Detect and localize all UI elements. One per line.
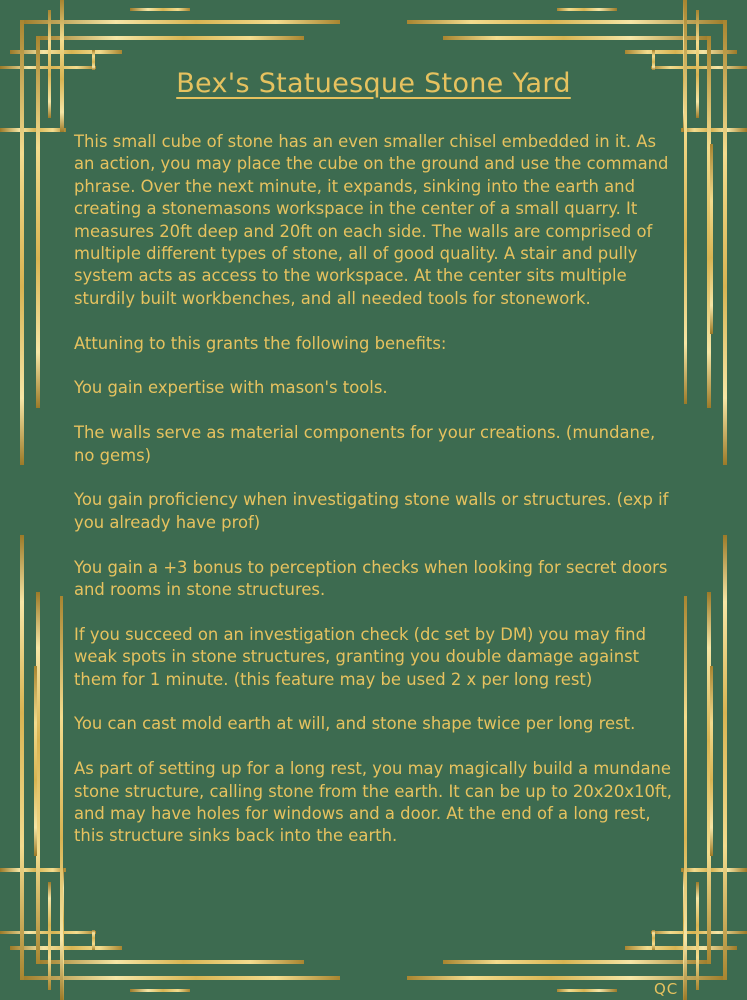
benefit-material-components: The walls serve as material components for your creations. (mundane, no gems) xyxy=(74,423,656,465)
item-description xyxy=(74,131,676,870)
benefit-investigation: You gain proficiency when investigating stone walls or structures. (exp if you already have prof) xyxy=(74,490,669,532)
benefit-perception: You gain a +3 bonus to perception checks when looking for secret doors and rooms in stone structures. xyxy=(74,557,668,600)
page-title: Bex's Statuesque Stone Yard xyxy=(176,68,571,99)
author-signature: QC xyxy=(654,980,679,998)
benefit-weak-spots: If you succeed on an investigation check (dc set by DM) you may find weak spots in stone structures, granting you double damage against them for 1 minute. (this feature may be used 2 x per long rest) xyxy=(74,624,646,689)
benefit-expertise: You gain expertise with mason's tools. xyxy=(74,378,388,398)
paragraph-attuning: Attuning to this grants the following benefits: xyxy=(74,333,447,353)
benefit-stone-structure: As part of setting up for a long rest, you may magically build a mundane stone structure, calling stone from the earth. It can be up to 20x20x10ft, and may have holes for windows and a door. At the end of a long rest, this structure sinks back into the earth. xyxy=(74,759,673,846)
paragraph-intro: This small cube of stone has an even smaller chisel embedded in it. As an action, you may place the cube on the ground and use the command phrase. Over the next minute, it expands, sinking into the earth and creating a stonemasons workspace in the center of a small quarry. It measures 20ft deep and 20ft on each side. The walls are comprised of multiple different types of stone, all of good quality. A stair and pully system acts as access to the workspace. At the center sits multiple sturdily built workbenches, and all needed tools for stonework. xyxy=(74,132,669,308)
benefit-spells: You can cast mold earth at will, and stone shape twice per long rest. xyxy=(74,714,636,734)
